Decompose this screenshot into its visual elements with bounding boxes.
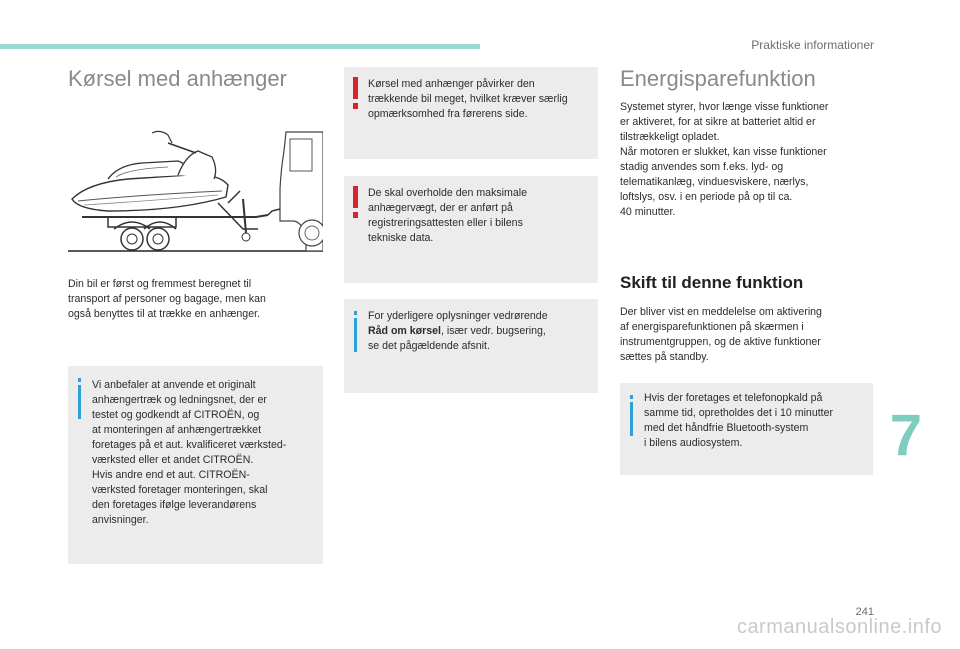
warning-box-max-weight xyxy=(344,176,598,283)
warning-icon xyxy=(353,186,358,226)
text-line: Hvis der foretages et telefonopkald på xyxy=(644,392,823,404)
warning-box-driving xyxy=(344,67,598,159)
text-line: anhængertræk og ledningsnet, der er xyxy=(92,394,267,406)
text-line: transport af personer og bagage, men kan xyxy=(68,293,266,305)
text-line: For yderligere oplysninger vedrørende xyxy=(368,310,548,322)
text-line: Hvis andre end et aut. CITROËN- xyxy=(92,469,250,481)
text-line: se det pågældende afsnit. xyxy=(368,340,490,352)
info-box-original-towbar xyxy=(68,366,323,564)
text-line: værksted eller et andet CITROËN. xyxy=(92,454,254,466)
warning-box-text xyxy=(368,77,590,122)
switch-mode-description xyxy=(620,305,880,365)
text-line: anvisninger. xyxy=(92,514,149,526)
text-line: at monteringen af anhængertrækket xyxy=(92,424,262,436)
text-line: testet og godkendt af CITROËN, og xyxy=(92,409,260,421)
info-box-text xyxy=(92,378,315,528)
text-line: Der bliver vist en meddelelse om aktivering xyxy=(620,306,822,318)
towing-intro xyxy=(68,277,318,322)
text-line: tekniske data. xyxy=(368,232,434,244)
text-line: den foretages ifølge leverandørens xyxy=(92,499,257,511)
page-title-energy-saving: Energisparefunktion xyxy=(620,66,816,91)
text-line: Når motoren er slukket, kan visse funktioner xyxy=(620,146,827,158)
section-header: Praktiske informationer xyxy=(751,38,874,52)
text-line: stadig anvendes som f.eks. lyd- og xyxy=(620,161,784,173)
info-box-text xyxy=(368,309,590,354)
text-line: opmærksomhed fra førerens side. xyxy=(368,108,528,120)
text-line: Vi anbefaler at anvende et originalt xyxy=(92,379,256,391)
text-line: værksted foretager monteringen, skal xyxy=(92,484,268,496)
text-line: Kørsel med anhænger påvirker den xyxy=(368,78,535,90)
text-line xyxy=(368,324,590,339)
text-line: anhægervægt, der er anført på xyxy=(368,202,513,214)
info-icon xyxy=(78,378,81,420)
text-span: , især vedr. bugsering, xyxy=(441,325,546,337)
chapter-number: 7 xyxy=(889,403,922,468)
info-box-text xyxy=(644,391,865,451)
subheading-switch-mode: Skift til denne funktion xyxy=(620,273,804,292)
trailer-jetski-illustration xyxy=(68,129,323,260)
text-line: også benyttes til at trække en anhænger. xyxy=(68,308,260,320)
info-box-driving-advice xyxy=(344,299,598,393)
text-line: instrumentgruppen, og de aktive funktioner xyxy=(620,336,821,348)
text-line: tilstrækkeligt opladet. xyxy=(620,131,720,143)
text-line: 40 minutter. xyxy=(620,206,676,218)
text-line: samme tid, opretholdes det i 10 minutter xyxy=(644,407,834,419)
info-icon xyxy=(630,395,633,437)
text-line: med det håndfrie Bluetooth-system xyxy=(644,422,809,434)
info-box-phone-call xyxy=(620,383,873,475)
text-line: sættes på standby. xyxy=(620,351,709,363)
info-icon xyxy=(354,311,357,353)
text-line: Systemet styrer, hvor længe visse funktioner xyxy=(620,101,829,113)
text-line: De skal overholde den maksimale xyxy=(368,187,527,199)
text-line: af energisparefunktionen på skærmen i xyxy=(620,321,804,333)
text-line: er aktiveret, for at sikre at batteriet altid er xyxy=(620,116,816,128)
page-title-towing: Kørsel med anhænger xyxy=(68,66,287,91)
watermark: carmanualsonline.info xyxy=(736,616,942,638)
text-line: telematikanlæg, vinduesviskere, nærlys, xyxy=(620,176,809,188)
warning-icon xyxy=(353,77,358,117)
text-line: i bilens audiosystem. xyxy=(644,437,743,449)
warning-box-text xyxy=(368,186,590,246)
header-accent-bar xyxy=(0,44,480,49)
energy-saving-description xyxy=(620,100,880,220)
text-line: trækkende bil meget, hvilket kræver særlig xyxy=(368,93,568,105)
page-number: 241 xyxy=(855,606,874,618)
text-line: loftslys, osv. i en periode på op til ca. xyxy=(620,191,793,203)
driving-advice-link-text: Råd om kørsel xyxy=(368,325,442,337)
text-line: registreringsattesten eller i bilens xyxy=(368,217,523,229)
text-line: Din bil er først og fremmest beregnet til xyxy=(68,278,252,290)
text-line: foretages på et aut. kvalificeret værksted- xyxy=(92,439,287,451)
